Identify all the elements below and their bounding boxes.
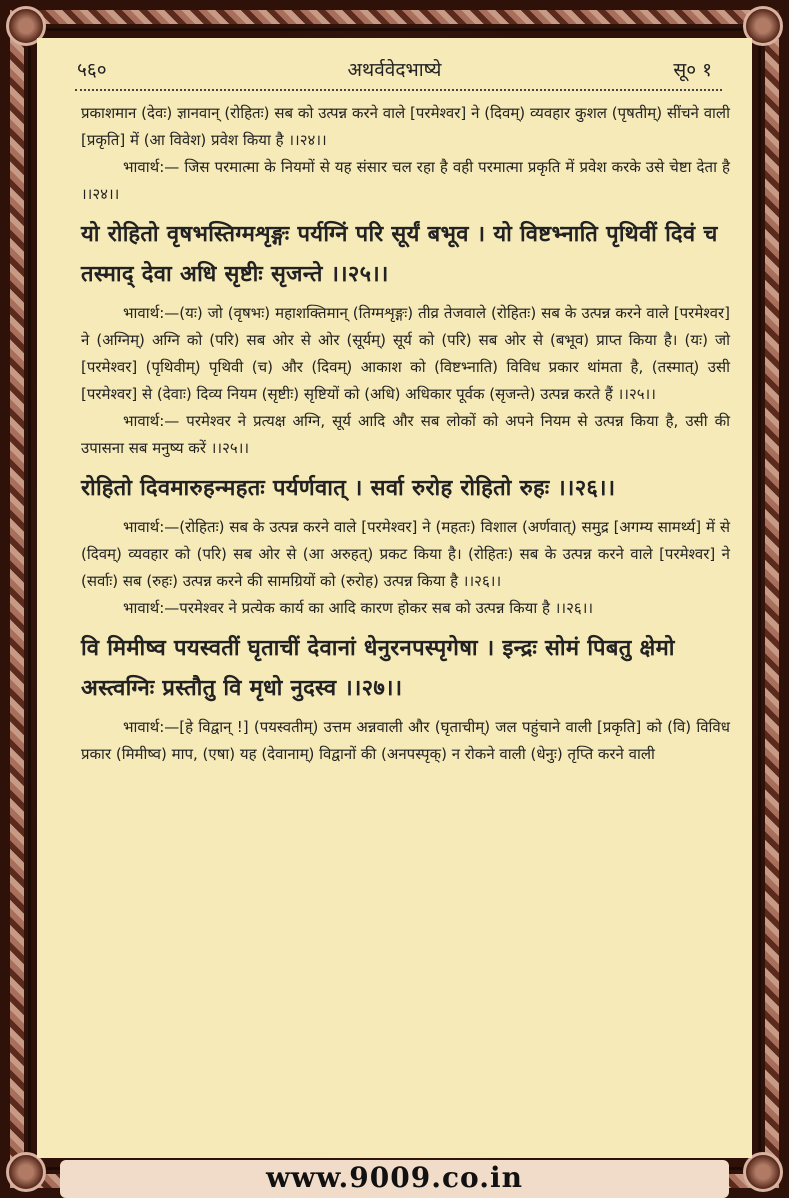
book-page [37,38,752,1158]
commentary-paragraph: प्रकाशमान (देवः) ज्ञानवान् (रोहितः) सब को उत्पन्न करने वाले [परमेश्वर] ने (दिवम्) व्यवहार कुशल (पृषतीम्) सींचने वाली [प्रकृति] में (आ विवेश) प्रवेश किया है ।।२४।। [81,104,730,149]
commentary-paragraph: भावार्थ:—(रोहितः) सब के उत्पन्न करने वाले [परमेश्वर] ने (महतः) विशाल (अर्णवात्) समुद्र [अगम्य सामर्थ्य] में से (दिवम्) व्यवहार को (परि) सब ओर से (आ अरुहत्) प्रकट किया है। (रोहितः) सब के उत्पन्न करने वाले [परमेश्वर] ने (सर्वाः) सब (रुहः) उत्पन्न करने की सामग्रियों को (रुरोह) उत्पन्न किया है ।।२६।। [81,518,730,590]
website-link[interactable]: www.9009.co.in [266,1161,523,1194]
mantra-verse: यो रोहितो वृषभस्तिग्मशृङ्गः पर्यग्निं परि सूर्यं बभूव । यो विष्टभ्नाति पृथिवीं दिवं च तस्माद् देवा अधि सृष्टीः सृजन्ते ।।२५।। [81,221,718,287]
mantra-verse: वि मिमीष्व पयस्वतीं घृताचीं देवानां धेनुरनपस्पृगेषा । इन्द्रः सोमं पिबतु क्षेमो अस्त्वग्निः प्रस्तौतु वि मृधो नुदस्व ।।२७।। [81,635,675,701]
bhavarth-paragraph: भावार्थ:—परमेश्वर ने प्रत्येक कार्य का आदि कारण होकर सब को उत्पन्न किया है ।।२६।। [123,599,594,617]
page-number: ५६० [77,59,107,81]
section-label: सू० १ [673,59,712,81]
mantra-verse: रोहितो दिवमारुहन्महतः पर्यर्णवात् । सर्वा रुरोह रोहितो रुहः ।।२६।। [81,475,616,501]
header-rule [75,89,722,91]
page-header [77,56,712,86]
commentary-paragraph: भावार्थ:—[हे विद्वान् !] (पयस्वतीम्) उत्तम अन्नवाली और (घृताचीम्) जल पहुंचाने वाली [प्रकृति] को (वि) विविध प्रकार (मिमीष्व) माप, (एषा) यह (देवानाम्) विद्वानों की (अनपस्पृक्) न रोकने वाली (धेनुः) तृप्ति करने वाली [81,718,730,763]
book-title: अथर्ववेदभाष्ये [347,59,442,81]
page-content [81,100,730,768]
commentary-paragraph: भावार्थ:—(यः) जो (वृषभः) महाशक्तिमान् (तिग्मशृङ्गः) तीव्र तेजवाले (रोहितः) सब के उत्पन्न करने वाले [परमेश्वर] ने (अग्निम्) अग्नि को (परि) सब ओर से ओर (सूर्यम्) सूर्य को (परि) सब ओर से (बभूव) प्राप्त किया है। (यः) जो [परमेश्वर] (पृथिवीम्) पृथिवी (च) और (दिवम्) आकाश को (विष्टभ्नाति) विविध प्रकार थांमता है, (तस्मात्) उसी [परमेश्वर] से (देवाः) दिव्य नियम (सृष्टीः) सृष्टियों को (अधि) अधिकार पूर्वक (सृजन्ते) उत्पन्न करते हैं ।।२५।। [81,304,730,403]
bhavarth-paragraph: भावार्थ:— जिस परमात्मा के नियमों से यह संसार चल रहा है वही परमात्मा प्रकृति में प्रवेश करके उसे चेष्टा देता है ।।२४।। [81,158,730,203]
bhavarth-paragraph: भावार्थ:— परमेश्वर ने प्रत्यक्ष अग्नि, सूर्य आदि और सब लोकों को अपने नियम से उत्पन्न किया है, उसी की उपासना सब मनुष्य करें ।।२५।। [81,412,730,457]
